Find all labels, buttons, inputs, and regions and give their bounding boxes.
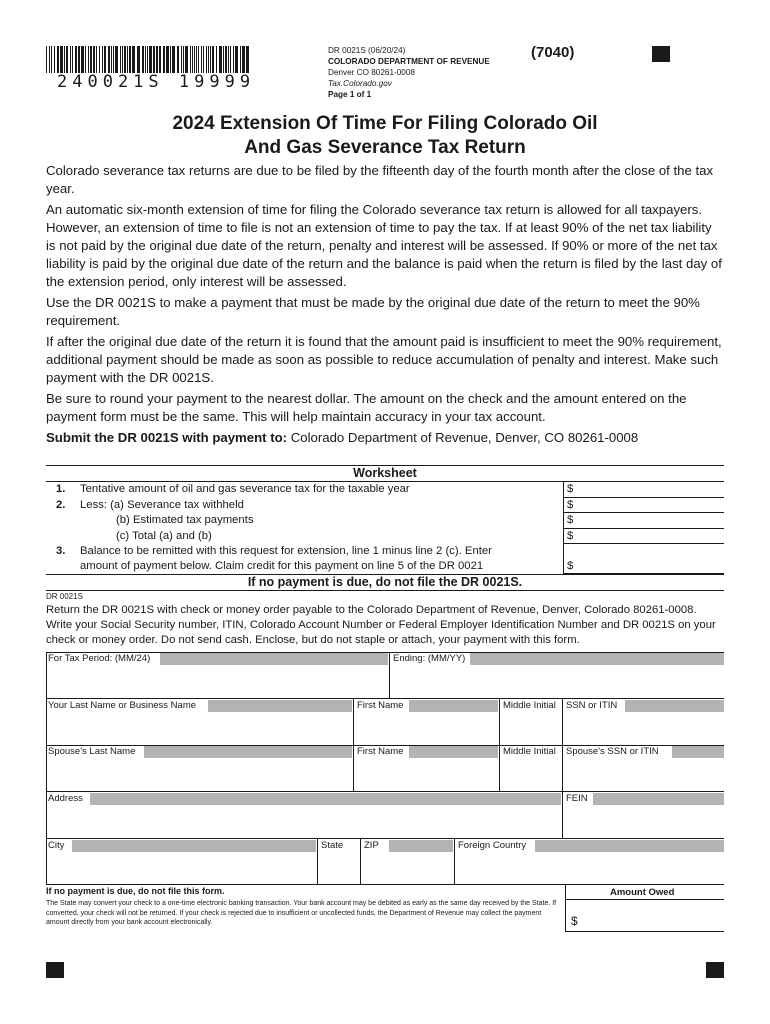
middle-initial-label: Middle Initial: [503, 700, 556, 711]
worksheet-line-2b: (b) Estimated tax payments $: [46, 513, 724, 529]
ending-label: Ending: (MM/YY): [393, 653, 466, 664]
spouse-first-name-label: First Name: [357, 746, 404, 757]
first-name-label: First Name: [357, 700, 404, 711]
address-label: Address: [48, 793, 83, 804]
address-input[interactable]: [47, 806, 561, 837]
city-label: City: [48, 840, 65, 851]
first-name-input[interactable]: [354, 713, 498, 744]
registration-mark-bottom-right: [706, 962, 724, 978]
form-id: DR 0021S (06/20/24): [328, 46, 406, 55]
form-code: (7040): [531, 44, 575, 61]
ssn-input[interactable]: [563, 713, 723, 744]
tax-period-label: For Tax Period: (MM/24): [48, 653, 151, 664]
worksheet-line-1: 1. Tentative amount of oil and gas severance tax for the taxable year $: [46, 482, 724, 498]
ending-input[interactable]: [390, 666, 723, 697]
website: Tax.Colorado.gov: [328, 79, 392, 88]
worksheet: [46, 465, 724, 591]
city-input[interactable]: [47, 853, 316, 884]
no-payment-notice: If no payment is due, do not file the DR 0021S.: [46, 574, 724, 591]
line-2c-amount[interactable]: $: [563, 529, 724, 545]
zip-label: ZIP: [364, 840, 379, 851]
page-number: Page 1 of 1: [328, 90, 372, 99]
spouse-ssn-input[interactable]: [563, 759, 723, 790]
spouse-middle-initial-label: Middle Initial: [503, 746, 556, 757]
paragraph: If after the original due date of the return it is found that the amount paid is insufficient to meet the 90% requirement, additional payment should be made as soon as possible to reduce accumulation of penalty and interest. Make such payment with the DR 0021S.: [46, 334, 722, 385]
zip-input[interactable]: [361, 853, 453, 884]
foreign-country-input[interactable]: [455, 853, 723, 884]
tax-period-input[interactable]: [47, 666, 388, 697]
amount-owed-label: Amount Owed: [610, 887, 675, 898]
department-address: Denver CO 80261-0008: [328, 68, 415, 77]
spouse-ssn-label: Spouse's SSN or ITIN: [566, 746, 659, 757]
line-3-amount[interactable]: $: [563, 544, 724, 574]
middle-initial-input[interactable]: [500, 713, 561, 744]
no-payment-note: If no payment is due, do not file this form.: [46, 886, 225, 896]
spouse-last-name-label: Spouse's Last Name: [48, 746, 136, 757]
foreign-country-label: Foreign Country: [458, 840, 527, 851]
paragraph: Use the DR 0021S to make a payment that must be made by the original due date of the return to meet the 90% requirement.: [46, 295, 700, 328]
barcode-number: 240021S 19999: [57, 72, 256, 92]
spouse-first-name-input[interactable]: [354, 759, 498, 790]
amount-owed-input[interactable]: $: [571, 914, 578, 928]
worksheet-line-2c: (c) Total (a) and (b) $: [46, 529, 724, 545]
worksheet-line-3: 3. Balance to be remitted with this request for extension, line 1 minus line 2 (c). Enter amount of payment below. Claim credit for this payment on line 5 of the DR 0021 $: [46, 544, 724, 574]
spouse-last-name-input[interactable]: [47, 759, 352, 790]
state-input[interactable]: [318, 853, 359, 884]
worksheet-title: Worksheet: [46, 465, 724, 482]
worksheet-line-2a: 2. Less: (a) Severance tax withheld $: [46, 498, 724, 514]
fein-label: FEIN: [566, 793, 588, 804]
line-2a-amount[interactable]: $: [563, 498, 724, 514]
registration-mark-bottom-left: [46, 962, 64, 978]
state-label: State: [321, 840, 344, 851]
voucher-grid: [46, 652, 724, 882]
instructions: [46, 162, 722, 450]
line-2b-amount[interactable]: $: [563, 513, 724, 529]
paragraph: Colorado severance tax returns are due to be filed by the fifteenth day of the fourth month after the close of the tax year.: [46, 163, 714, 196]
form-header: [328, 45, 490, 100]
line-1-amount[interactable]: $: [563, 482, 724, 498]
last-name-label: Your Last Name or Business Name: [48, 700, 197, 711]
payment-voucher: [46, 592, 724, 648]
voucher-instructions: Return the DR 0021S with check or money order payable to the Colorado Department of Revenue, Denver, Colorado 80261-0008. Write your Social Security number, ITIN, Colorado Account Number or Federal Employer Identification Number and DR 0021S on your check or money order. Do not send cash. Enclose, but do not staple or attach, your payment with this form.: [46, 604, 716, 646]
ssn-label: SSN or ITIN: [566, 700, 618, 711]
last-name-input[interactable]: [47, 713, 352, 744]
ebt-disclaimer: The State may convert your check to a one-time electronic banking transaction. Your bank account may be debited as early as the same day received by the State. If converted, your check will not be returned. If your check is rejected due to insufficient or uncollected funds, the Department of Revenue may collect the payment amount directly from your bank account electronically.: [46, 900, 557, 926]
page-title: 2024 Extension Of Time For Filing Colorado Oil And Gas Severance Tax Return: [172, 113, 598, 158]
barcode: [46, 46, 250, 73]
department-name: COLORADO DEPARTMENT OF REVENUE: [328, 57, 490, 66]
paragraph: An automatic six-month extension of time for filing the Colorado severance tax return is allowed for all taxpayers. However, an extension of time to file is not an extension of time to pay the tax. If at least 90% of the net tax liability is not paid by the original due date of the return, penalty and interest will be assessed. If 90% or more of the net tax liability is paid by the original due date of the return and the balance is paid when the return is filed by the last day of the extension period, only interest will be assessed.: [46, 202, 722, 289]
voucher-form-id: DR 0021S: [46, 592, 83, 601]
submit-instructions: Submit the DR 0021S with payment to: Colorado Department of Revenue, Denver, CO 80261-0008: [46, 430, 639, 445]
spouse-middle-initial-input[interactable]: [500, 759, 561, 790]
registration-mark-top-right: [652, 46, 670, 62]
paragraph: Be sure to round your payment to the nearest dollar. The amount on the check and the amount entered on the payment form must be the same. This will help maintain accuracy in your tax account.: [46, 391, 687, 424]
fein-input[interactable]: [563, 806, 723, 837]
